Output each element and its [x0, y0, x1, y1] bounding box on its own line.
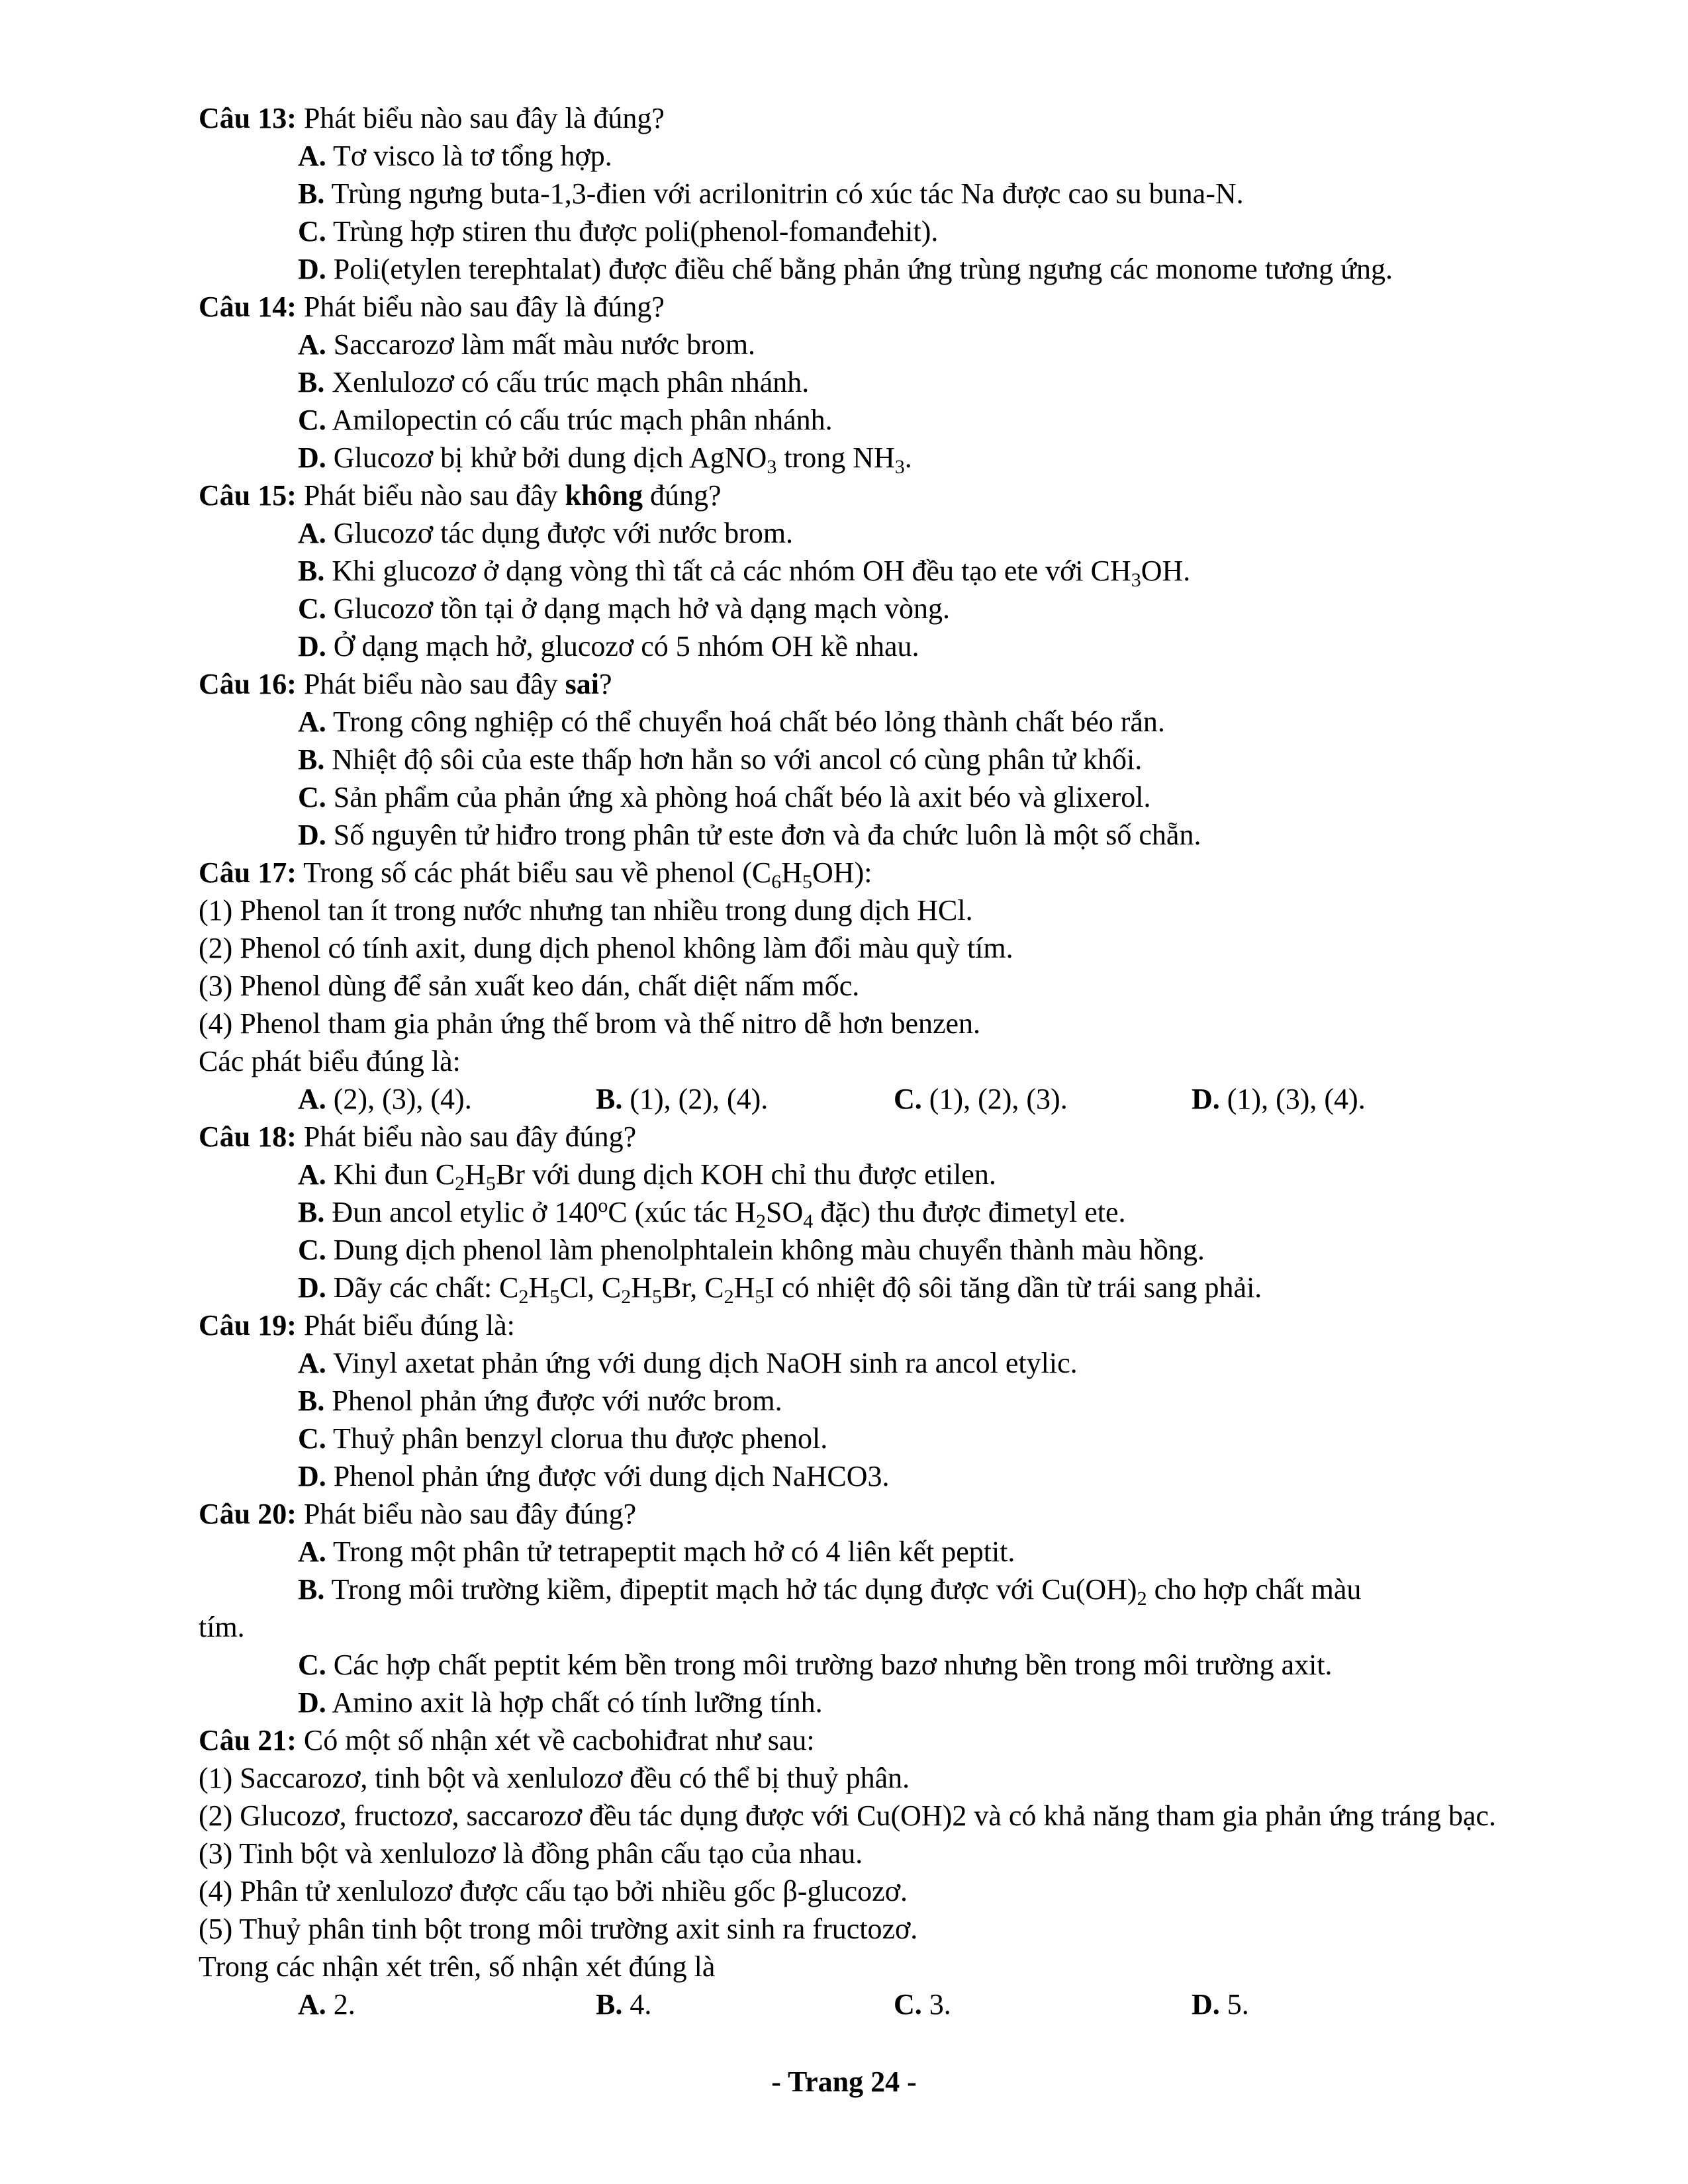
question-21	[199, 1721, 1589, 1759]
question-prompt: Trong các nhận xét trên, số nhận xét đúng là	[199, 1950, 716, 1983]
option-b: B. 4.	[596, 1988, 652, 2021]
option-a: A. Trong một phân tử tetrapeptit mạch hở có 4 liên kết peptit.	[298, 1535, 1015, 1568]
option-d: D. Dãy các chất: $C_2H_5Cl$, $C_2H_5Br$, $C_2H_5I$ có nhiệt độ sôi tăng dần từ trái sang phải.	[298, 1271, 1262, 1308]
question-stem: Có một số nhận xét về cacbohiđrat như sau:	[296, 1724, 815, 1756]
option-c: C. Trùng hợp stiren thu được poli(phenol-fomanđehit).	[298, 215, 939, 248]
question-label: Câu 17:	[199, 856, 297, 889]
option-b-continuation: tím.	[199, 1611, 245, 1643]
statement-3: (3) Tinh bột và xenlulozơ là đồng phân cấu tạo của nhau.	[199, 1837, 863, 1870]
option-c: C. Dung dịch phenol làm phenolphtalein không màu chuyển thành màu hồng.	[298, 1234, 1205, 1266]
option-b: B. Khi glucozơ ở dạng vòng thì tất cả các nhóm OH đều tạo ete với $CH_3OH$.	[298, 555, 1191, 591]
options-row	[199, 1985, 1589, 2023]
option-d: D. Amino axit là hợp chất có tính lưỡng tính.	[298, 1686, 823, 1719]
option-a: A. Trong công nghiệp có thể chuyển hoá chất béo lỏng thành chất béo rắn.	[298, 705, 1165, 738]
option-b: B. Trong môi trường kiềm, đipeptit mạch hở tác dụng được với $Cu(OH)_2$ cho hợp chất màu	[298, 1573, 1362, 1610]
question-stem: Phát biểu nào sau đây là đúng?	[296, 102, 665, 134]
option-b: B. Đun ancol etylic ở 140$^o$C (xúc tác $H_2SO_4$ đặc) thu được đimetyl ete.	[298, 1195, 1126, 1232]
question-stem: Phát biểu nào sau đây là đúng?	[296, 291, 665, 323]
option-a: A. Glucozơ tác dụng được với nước brom.	[298, 517, 794, 549]
question-label: Câu 16:	[199, 668, 297, 700]
option-a: A. Khi đun $C_2H_5Br$ với dung dịch KOH chỉ thu được etilen.	[298, 1158, 996, 1195]
option-a: A. Tơ visco là tơ tổng hợp.	[298, 140, 612, 172]
option-b: B. (1), (2), (4).	[596, 1083, 769, 1115]
option-c: C. (1), (2), (3).	[894, 1083, 1068, 1115]
option-d: D. Phenol phản ứng được với dung dịch NaHCO3.	[298, 1460, 890, 1492]
option-d: D. Ở dạng mạch hở, glucozơ có 5 nhóm OH kề nhau.	[298, 630, 919, 662]
option-d: D. 5.	[1192, 1988, 1249, 2021]
question-label: Câu 19:	[199, 1309, 297, 1342]
question-20	[199, 1495, 1589, 1533]
question-19	[199, 1306, 1589, 1344]
option-b: B. Trùng ngưng buta-1,3-đien với acrilonitrin có xúc tác Na được cao su buna-N.	[298, 177, 1244, 210]
question-stem: Phát biểu nào sau đây đúng?	[296, 1498, 637, 1530]
option-d: D. (1), (3), (4).	[1192, 1083, 1366, 1115]
option-d: D. Poli(etylen terephtalat) được điều chế bằng phản ứng trùng ngưng các monome tương ứng.	[298, 253, 1393, 285]
page-number: - Trang 24 -	[771, 2066, 917, 2098]
statement-3: (3) Phenol dùng để sản xuất keo dán, chất diệt nấm mốc.	[199, 970, 860, 1002]
question-17: Câu 17: Trong số các phát biểu sau về phenol $(C_6H_5OH)$:	[199, 856, 872, 893]
options-row	[199, 1080, 1589, 1118]
statement-1: (1) Saccarozơ, tinh bột và xenlulozơ đều có thể bị thuỷ phân.	[199, 1762, 910, 1794]
question-16: Câu 16: Phát biểu nào sau đây sai?	[199, 668, 612, 700]
statement-4: (4) Phenol tham gia phản ứng thế brom và thế nitro dễ hơn benzen.	[199, 1007, 981, 1040]
option-b: B. Xenlulozơ có cấu trúc mạch phân nhánh.	[298, 366, 810, 398]
option-c: C. Amilopectin có cấu trúc mạch phân nhánh.	[298, 404, 833, 436]
statement-1: (1) Phenol tan ít trong nước nhưng tan nhiều trong dung dịch HCl.	[199, 894, 973, 927]
question-18	[199, 1118, 1589, 1156]
exam-page	[199, 99, 1589, 2023]
option-a: A. Saccarozơ làm mất màu nước brom.	[298, 328, 756, 361]
option-a: A. Vinyl axetat phản ứng với dung dịch NaOH sinh ra ancol etylic.	[298, 1347, 1078, 1379]
statement-2: (2) Glucozơ, fructozơ, saccarozơ đều tác dụng được với Cu(OH)2 và có khả năng tham gia phản ứng tráng bạc.	[199, 1799, 1497, 1832]
question-label: Câu 15:	[199, 479, 297, 512]
question-prompt: Các phát biểu đúng là:	[199, 1045, 461, 1077]
statement-2: (2) Phenol có tính axit, dung dịch phenol không làm đổi màu quỳ tím.	[199, 932, 1013, 964]
question-label: Câu 18:	[199, 1120, 297, 1153]
question-13	[199, 99, 1589, 137]
question-15: Câu 15: Phát biểu nào sau đây không đúng?	[199, 479, 722, 512]
option-c: C. Các hợp chất peptit kém bền trong môi trường bazơ nhưng bền trong môi trường axit.	[298, 1649, 1333, 1681]
question-stem: Phát biểu nào sau đây đúng?	[296, 1120, 637, 1153]
option-c: C. Sản phẩm của phản ứng xà phòng hoá chất béo là axit béo và glixerol.	[298, 781, 1151, 813]
question-14	[199, 288, 1589, 326]
question-label: Câu 20:	[199, 1498, 297, 1530]
option-c: C. Glucozơ tồn tại ở dạng mạch hở và dạng mạch vòng.	[298, 592, 950, 625]
option-d: D. Số nguyên tử hiđro trong phân tử este đơn và đa chức luôn là một số chẵn.	[298, 819, 1201, 851]
statement-5: (5) Thuỷ phân tinh bột trong môi trường axit sinh ra fructozơ.	[199, 1913, 918, 1945]
question-label: Câu 13:	[199, 102, 297, 134]
statement-4: (4) Phân tử xenlulozơ được cấu tạo bởi nhiều gốc β-glucozơ.	[199, 1875, 908, 1907]
option-c: C. Thuỷ phân benzyl clorua thu được phenol.	[298, 1422, 828, 1455]
option-a: A. (2), (3), (4).	[298, 1083, 472, 1115]
question-stem: Phát biểu đúng là:	[296, 1309, 515, 1342]
option-a: A. 2.	[298, 1988, 355, 2021]
question-label: Câu 14:	[199, 291, 297, 323]
option-c: C. 3.	[894, 1988, 951, 2021]
option-b: B. Nhiệt độ sôi của este thấp hơn hẳn so với ancol có cùng phân tử khối.	[298, 743, 1143, 776]
option-d: D. Glucozơ bị khử bởi dung dịch AgNO$_3$ trong $NH_3$.	[298, 441, 912, 478]
option-b: B. Phenol phản ứng được với nước brom.	[298, 1385, 782, 1417]
question-label: Câu 21:	[199, 1724, 297, 1756]
